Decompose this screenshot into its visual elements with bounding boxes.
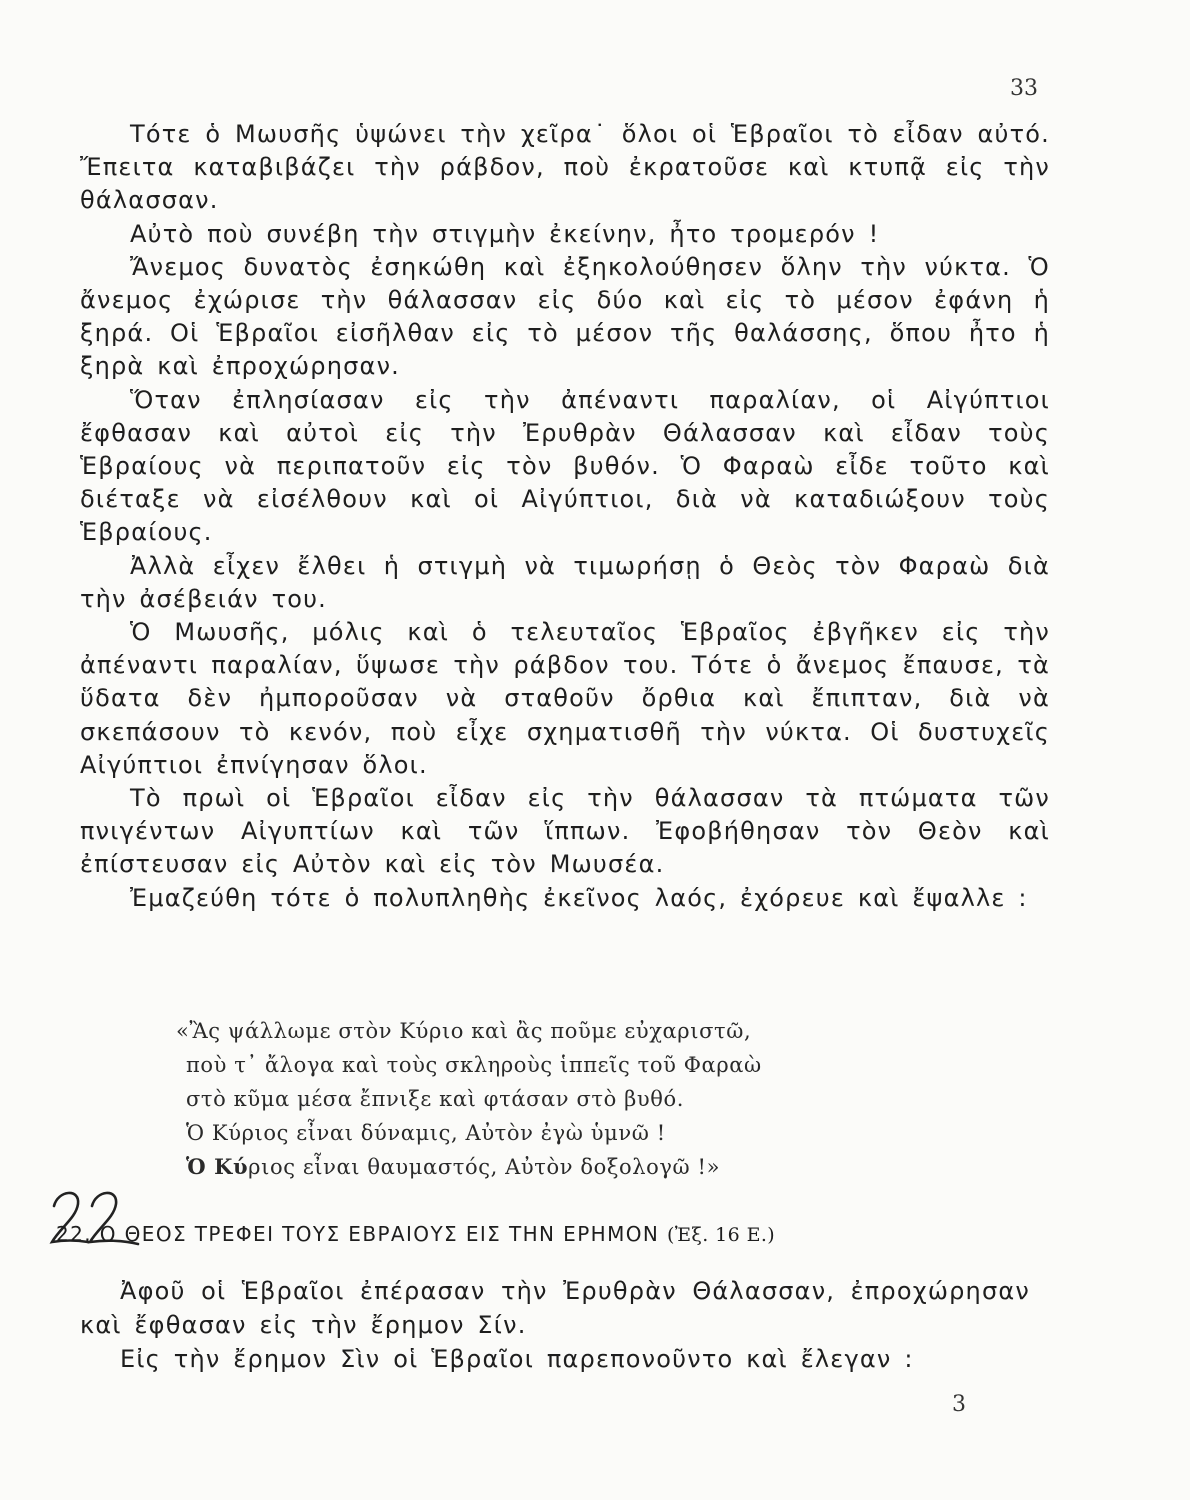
paragraph: Τὸ πρωὶ οἱ Ἑβραῖοι εἶδαν εἰς τὴν θάλασσαν τὰ πτώματα τῶν πνιγέντων Αἰγυπτίων καὶ τῶν ἵππων. Ἐφοβήθησαν τὸν Θεὸν καὶ ἐπίστευσαν εἰς Αὐτὸν καὶ εἰς τὸν Μωυσέα. (80, 784, 1050, 879)
hymn-quote (176, 1014, 976, 1184)
section-heading (56, 1222, 1056, 1246)
poem-line: Ὁ Κύριος εἶναι δύναμις, Αὐτὸν ἐγὼ ὑμνῶ ! (186, 1121, 666, 1145)
section-text (80, 1274, 1030, 1376)
paragraph: Τότε ὁ Μωυσῆς ὑψώνει τὴν χεῖρα˙ ὅλοι οἱ Ἑβραῖοι τὸ εἶδαν αὐτό. Ἔπειτα καταβιβάζει τὴν ράβδον, ποὺ ἐκρατοῦσε καὶ κτυπᾷ εἰς τὴν θάλασσαν. (80, 120, 1050, 215)
poem-line-lead: Ὁ Κύ (186, 1154, 249, 1179)
paragraph: Ἐμαζεύθη τότε ὁ πολυπληθὴς ἐκεῖνος λαός, ἐχόρευε καὶ ἔψαλλε : (130, 883, 1028, 912)
poem-line: στὸ κῦμα μέσα ἔπνιξε καὶ φτάσαν στὸ βυθό. (186, 1087, 684, 1111)
signature-mark: 3 (952, 1392, 966, 1417)
main-text (80, 118, 1050, 915)
paragraph: Αὐτὸ ποὺ συνέβη τὴν στιγμὴν ἐκείνην, ἦτο τρομερόν ! (130, 219, 880, 248)
paragraph: Εἰς τὴν ἔρημον Σὶν οἱ Ἑβραῖοι παρεπονοῦντο καὶ ἔλεγαν : (120, 1345, 914, 1373)
section-reference: (Ἐξ. 16 Ε.) (667, 1224, 776, 1246)
page-number: 33 (1010, 76, 1038, 101)
section-title: 22. Ο ΘΕΟΣ ΤΡΕΦΕΙ ΤΟΥΣ ΕΒΡΑΙΟΥΣ ΕΙΣ ΤΗΝ ΕΡΗΜΟΝ (56, 1222, 660, 1246)
poem-line-rest: ριος εἶναι θαυμαστός, Αὐτὸν δοξολογῶ !» (248, 1155, 721, 1179)
poem-line (176, 1150, 976, 1184)
poem-line: «Ἂς ψάλλωμε στὸν Κύριο καὶ ἂς ποῦμε εὐχαριστῶ, (176, 1019, 752, 1043)
paragraph: Ἀφοῦ οἱ Ἑβραῖοι ἐπέρασαν τὴν Ἐρυθρὰν Θάλασσαν, ἐπροχώρησαν καὶ ἔφθασαν εἰς τὴν ἔρημον Σίν. (80, 1277, 1030, 1339)
paragraph: Ἄνεμος δυνατὸς ἐσηκώθη καὶ ἐξηκολούθησεν ὅλην τὴν νύκτα. Ὁ ἄνεμος ἐχώρισε τὴν θάλασσαν εἰς δύο καὶ εἰς τὸ μέσον ἐφάνη ἡ ξηρά. Οἱ Ἑβραῖοι εἰσῆλθαν εἰς τὸ μέσον τῆς θαλάσσης, ὅπου ἦτο ἡ ξηρὰ καὶ ἐπροχώρησαν. (80, 252, 1050, 381)
paragraph: Ἀλλὰ εἶχεν ἔλθει ἡ στιγμὴ νὰ τιμωρήσῃ ὁ Θεὸς τὸν Φαραὼ διὰ τὴν ἀσέβειάν του. (80, 551, 1050, 613)
paragraph: Ὅταν ἐπλησίασαν εἰς τὴν ἀπέναντι παραλίαν, οἱ Αἰγύπτιοι ἔφθασαν καὶ αὐτοὶ εἰς τὴν Ἐρυθρὰν Θάλασσαν καὶ εἶδαν τοὺς Ἑβραίους νὰ περιπατοῦν εἰς τὸν βυθόν. Ὁ Φαραὼ εἶδε τοῦτο καὶ διέταξε νὰ εἰσέλθουν καὶ οἱ Αἰγύπτιοι, διὰ νὰ καταδιώξουν τοὺς Ἑβραίους. (80, 385, 1050, 547)
poem-line: ποὺ τ᾿ ἄλογα καὶ τοὺς σκληροὺς ἱππεῖς τοῦ Φαραὼ (186, 1053, 762, 1077)
paragraph: Ὁ Μωυσῆς, μόλις καὶ ὁ τελευταῖος Ἑβραῖος ἐβγῆκεν εἰς τὴν ἀπέναντι παραλίαν, ὕψωσε τὴν ράβδον του. Τότε ὁ ἄνεμος ἔπαυσε, τὰ ὕδατα δὲν ἠμποροῦσαν νὰ σταθοῦν ὄρθια καὶ ἔπιπταν, διὰ νὰ σκεπάσουν τὸ κενόν, ποὺ εἶχε σχηματισθῆ τὴν νύκτα. Οἱ δυστυχεῖς Αἰγύπτιοι ἐπνίγησαν ὅλοι. (80, 618, 1050, 779)
